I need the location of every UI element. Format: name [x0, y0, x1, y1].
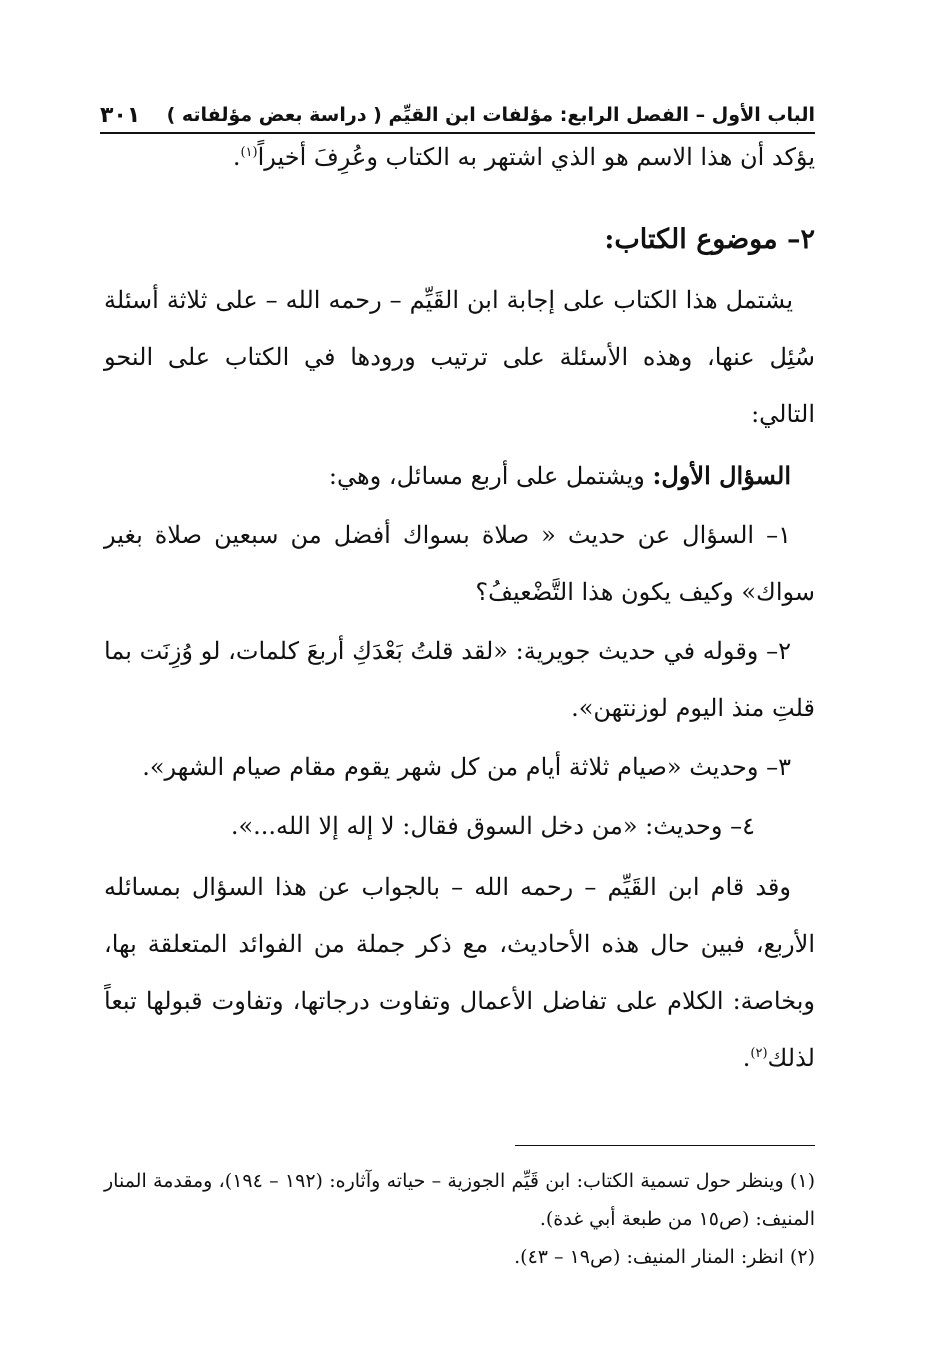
list-item-1: ١– السؤال عن حديث « صلاة بسواك أفضل من سبعين صلاة بغير سواك» وكيف يكون هذا التَّضْعيفُ؟ — [104, 521, 815, 606]
body — [104, 211, 815, 1087]
list-item-2: ٢– وقوله في حديث جويرية: «لقد قلتُ بَعْدَكِ أربعَ كلمات، لو وُزِنَت بما قلتِ منذ اليوم لوزنتهن». — [104, 637, 815, 722]
section-heading: ٢– موضوع الكتاب: — [604, 224, 815, 255]
list-item-4: ٤– وحديث: «من دخل السوق فقال: لا إله إلا الله...». — [230, 812, 755, 840]
page-header — [100, 100, 815, 134]
footnote-divider — [515, 1145, 815, 1146]
paragraph-2-text: وقد قام ابن القَيِّم – رحمه الله – بالجواب عن هذا السؤال بمسائله الأربع، فبين حال هذه الأحاديث، مع ذكر جملة من الفوائد المتعلقة بها، وبخاصة: الكلام على تفاضل الأعمال وتفاوت درجاتها، وتفاوت قبولها تبعاً لذلك — [104, 873, 815, 1072]
paragraph-1: يشتمل هذا الكتاب على إجابة ابن القَيِّم – رحمه الله – على ثلاثة أسئلة سُئِل عنها، وهذه الأسئلة على ترتيب ورودها في الكتاب على النحو التالي: — [104, 286, 815, 428]
footnote-2: (٢) انظر: المنار المنيف: (ص١٩ – ٤٣). — [514, 1246, 815, 1268]
paragraph-2 — [104, 859, 815, 1087]
footnote-1: (١) وينظر حول تسمية الكتاب: ابن قَيِّم الجوزية – حياته وآثاره: (١٩٢ – ١٩٤)، ومقدمة المنار المنيف: (ص١٥ من طبعة أبي غدة). — [104, 1170, 815, 1230]
question-1-label: السؤال الأول: — [652, 461, 791, 490]
footnotes — [104, 1162, 815, 1276]
paragraph-2-end: . — [742, 1044, 751, 1072]
page-number: ٣٠١ — [100, 103, 141, 128]
footnote-ref-2[interactable]: (٢) — [750, 1046, 768, 1061]
intro-end: . — [232, 143, 241, 171]
intro-text: يؤكد أن هذا الاسم هو الذي اشتهر به الكتاب وعُرِفَ أخيراً — [257, 143, 815, 171]
question-1-text: ويشتمل على أربع مسائل، وهي: — [328, 462, 653, 490]
footnote-ref-1[interactable]: (١) — [240, 145, 258, 160]
list-item-3: ٣– وحديث «صيام ثلاثة أيام من كل شهر يقوم مقام صيام الشهر». — [142, 753, 791, 781]
intro-line — [104, 143, 815, 171]
question-1 — [104, 447, 815, 505]
running-title: الباب الأول – الفصل الرابع: مؤلفات ابن القيِّم ( دراسة بعض مؤلفاته ) — [166, 104, 815, 126]
